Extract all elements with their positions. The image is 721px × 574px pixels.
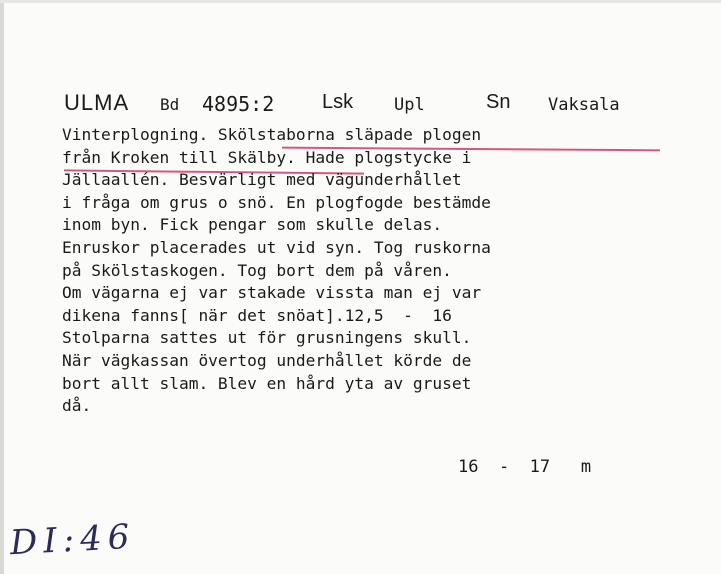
archive-label: ULMA: [64, 90, 130, 115]
volume-label: Bd: [160, 95, 180, 114]
county-value: Upl: [394, 95, 425, 115]
text-line: dikena fanns[ när det snöat].12,5 - 16: [62, 305, 452, 325]
county-label: Lsk: [322, 91, 354, 113]
parish-label: Sn: [486, 91, 511, 113]
text-line: När vägkassan övertog underhållet körde de: [62, 350, 472, 370]
card-body-text: [62, 124, 677, 418]
volume-number: 4895:2: [202, 92, 275, 116]
parish-value: Vaksala: [548, 95, 620, 115]
card-header: [64, 88, 684, 122]
card-top-edge: [0, 0, 721, 3]
text-line: från Kroken till Skälby. Hade plogstycke i: [62, 147, 472, 167]
text-line: Jällaallén. Besvärligt med vägunderhållet: [62, 170, 462, 190]
text-line: Stolparna sattes ut för grusningens skull.: [62, 328, 472, 348]
handwritten-reference: DI:46: [9, 516, 137, 564]
text-line: inom byn. Fick pengar som skulle delas.: [62, 215, 443, 235]
page-range: 16 - 17 m: [458, 457, 592, 477]
text-line: bort allt slam. Blev en hård yta av gruset: [62, 373, 472, 393]
text-line: på Skölstaskogen. Tog bort dem på våren.: [62, 260, 452, 280]
text-line: Om vägarna ej var stakade vissta man ej var: [62, 283, 482, 303]
text-line: i fråga om grus o snö. En plogfogde bestämde: [62, 192, 491, 212]
text-line: Enruskor placerades ut vid syn. Tog ruskorna: [62, 237, 491, 257]
text-line: Vinterplogning. Skölstaborna släpade plogen: [62, 125, 482, 144]
card-left-edge: [0, 0, 4, 574]
text-line: då.: [62, 396, 92, 416]
